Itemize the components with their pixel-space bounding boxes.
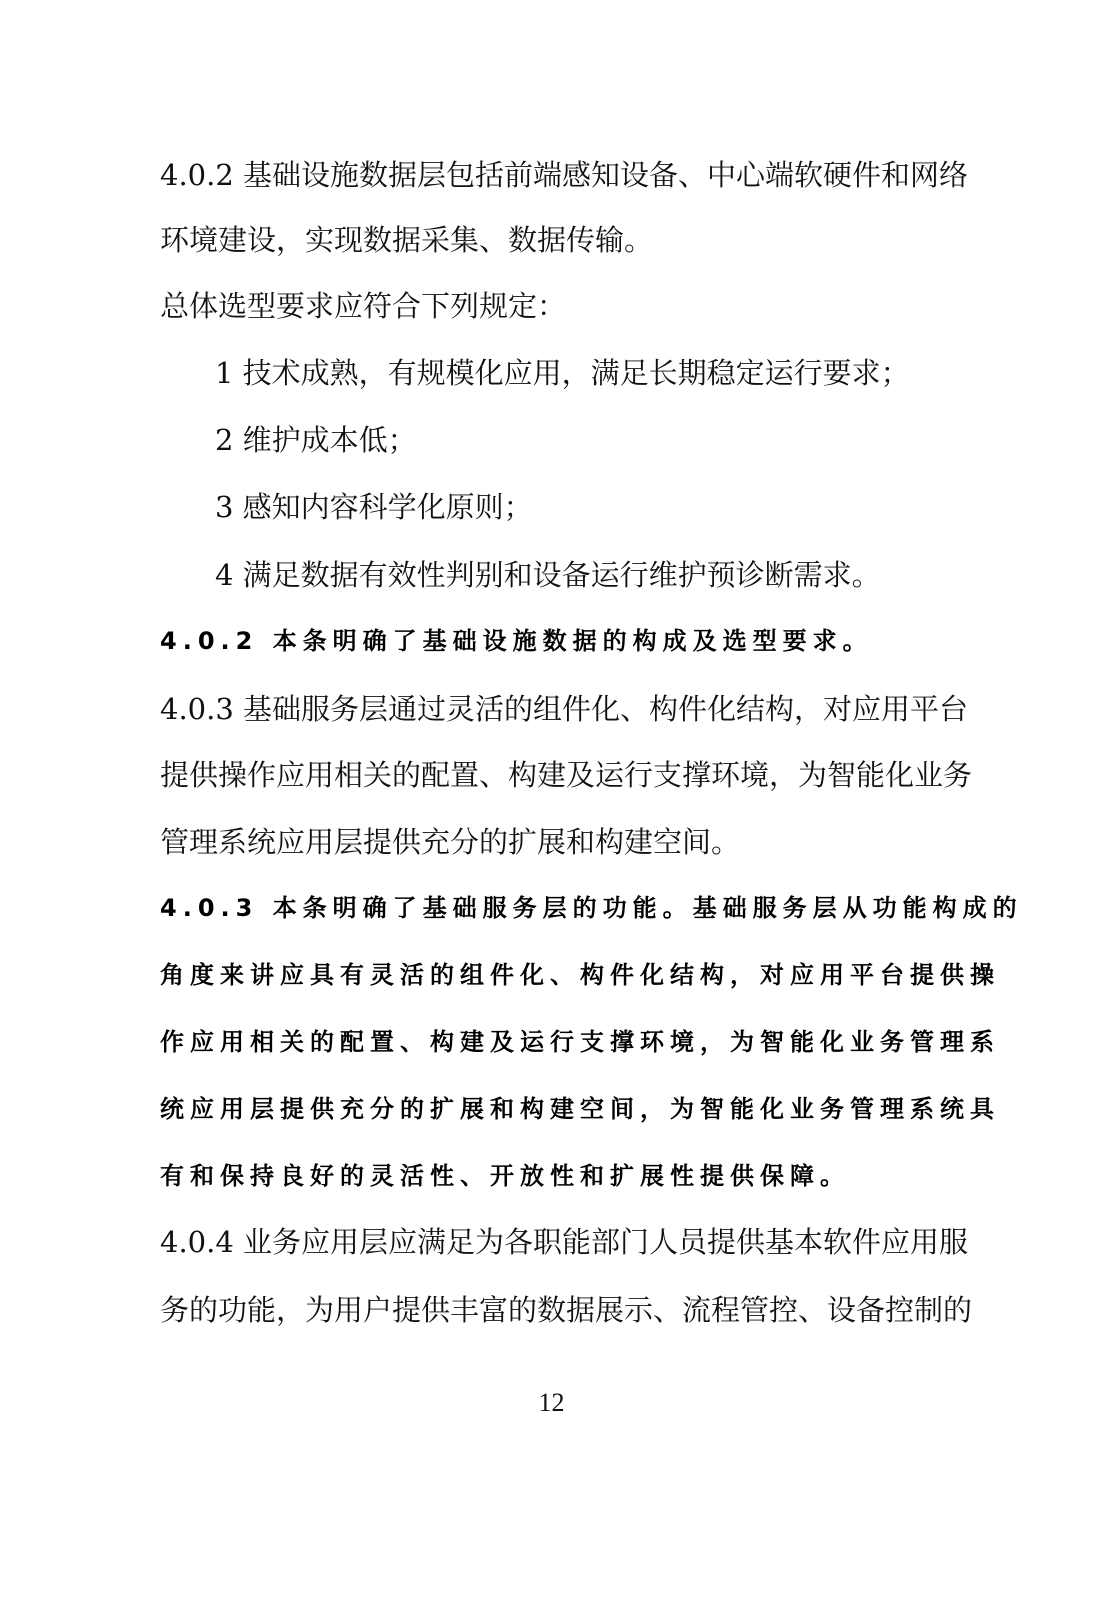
list-item-1: 1 技术成熟，有规模化应用，满足长期稳定运行要求； (215, 356, 910, 390)
paragraph-4-0-3-line-2: 提供操作应用相关的配置、构建及运行支撑环境，为智能化业务 (160, 758, 973, 792)
note-4-0-3-line-4: 统应用层提供充分的扩展和构建空间，为智能化业务管理系统具 (160, 1095, 1000, 1123)
note-4-0-3-line-3: 作应用相关的配置、构建及运行支撑环境，为智能化业务管理系 (160, 1028, 1000, 1056)
note-4-0-3-line-2: 角度来讲应具有灵活的组件化、构件化结构，对应用平台提供操 (160, 961, 1000, 989)
page-number: 12 (538, 1388, 565, 1417)
note-4-0-2: 4.0.2 本条明确了基础设施数据的构成及选型要求。 (160, 627, 873, 655)
paragraph-4-0-4-line-2: 务的功能，为用户提供丰富的数据展示、流程管控、设备控制的 (160, 1293, 973, 1327)
note-4-0-3-line-5: 有和保持良好的灵活性、开放性和扩展性提供保障。 (160, 1162, 850, 1190)
list-item-3: 3 感知内容科学化原则； (215, 490, 533, 524)
paragraph-4-0-2-line-2: 环境建设，实现数据采集、数据传输。 (160, 223, 654, 257)
paragraph-4-0-3-line-3: 管理系统应用层提供充分的扩展和构建空间。 (160, 825, 741, 859)
list-item-2: 2 维护成本低； (215, 423, 417, 457)
intro-line: 总体选型要求应符合下列规定： (160, 289, 567, 323)
paragraph-4-0-4-line-1: 4.0.4 业务应用层应满足为各职能部门人员提供基本软件应用服 (160, 1225, 969, 1259)
list-item-4: 4 满足数据有效性判别和设备运行维护预诊断需求。 (215, 558, 881, 592)
paragraph-4-0-3-line-1: 4.0.3 基础服务层通过灵活的组件化、构件化结构，对应用平台 (160, 692, 969, 726)
paragraph-4-0-2-line-1: 4.0.2 基础设施数据层包括前端感知设备、中心端软硬件和网络 (160, 158, 969, 192)
note-4-0-3-line-1: 4.0.3 本条明确了基础服务层的功能。基础服务层从功能构成的 (160, 894, 1023, 922)
